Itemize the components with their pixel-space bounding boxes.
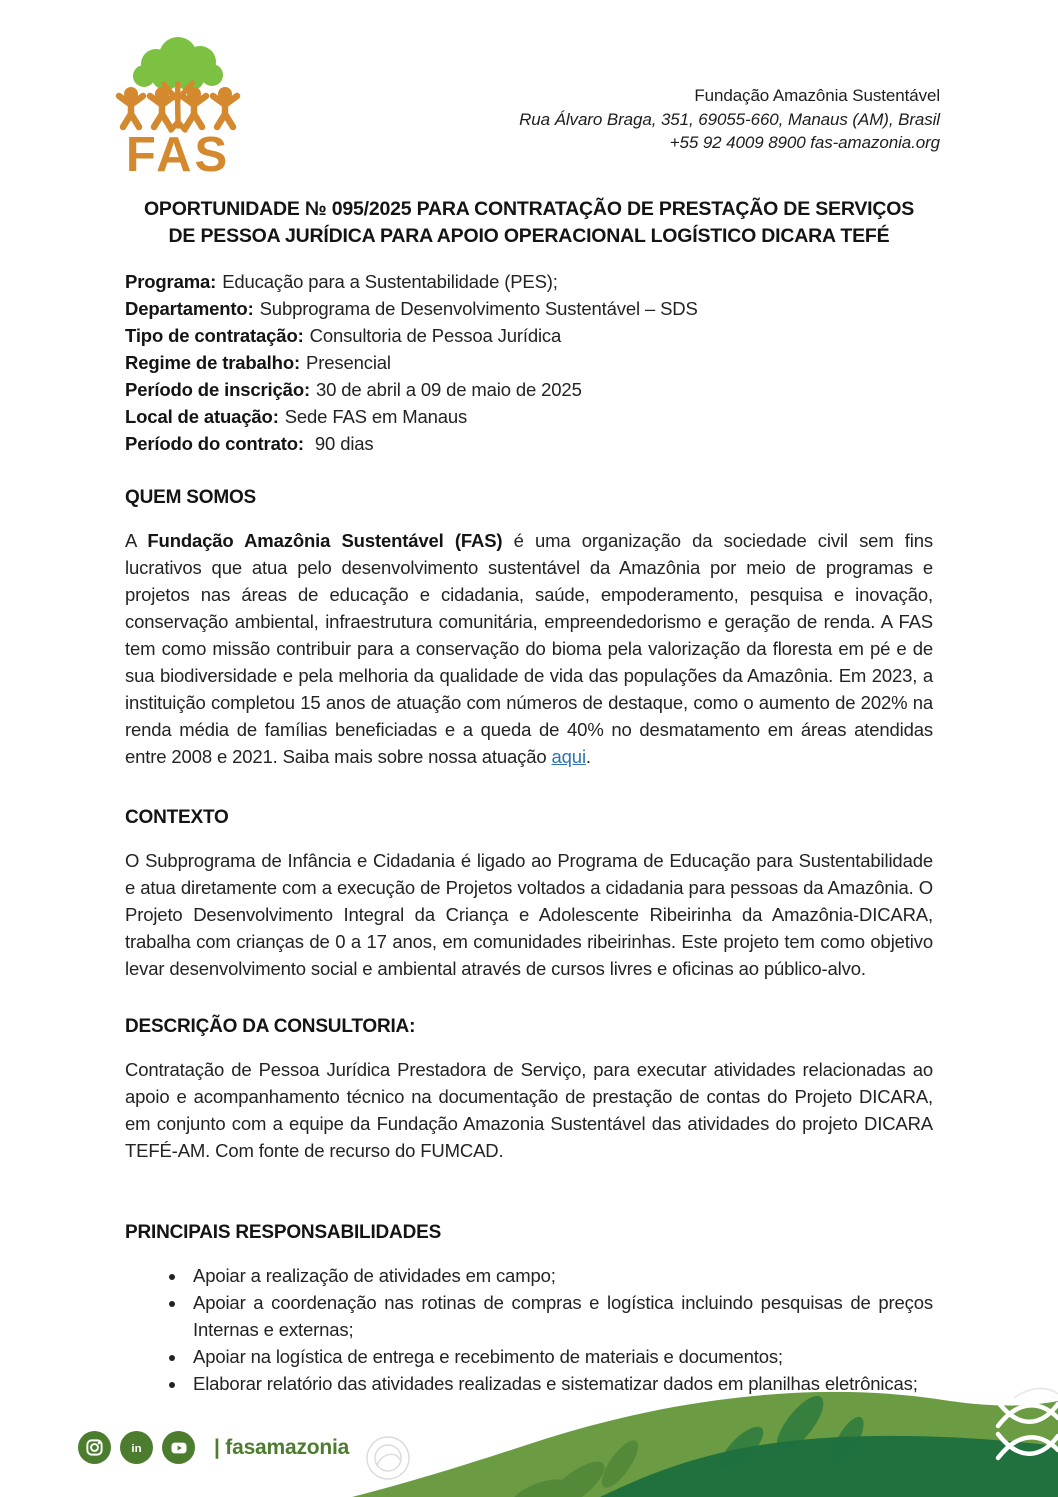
fas-logo [108, 30, 248, 176]
section-heading: QUEM SOMOS [125, 487, 257, 508]
org-name: Fundação Amazônia Sustentável [694, 86, 940, 105]
info-label: Programa: [125, 271, 217, 292]
info-row-tipo-contratacao [125, 322, 935, 349]
list-item: • Apoiar a realização de atividades em campo; [187, 1262, 933, 1289]
contact-block [519, 84, 940, 155]
linkedin-glyph [127, 1438, 146, 1457]
info-label: Regime de trabalho: [125, 352, 300, 373]
info-value: Educação para a Sustentabilidade (PES); [222, 271, 558, 292]
instagram-icon[interactable] [78, 1431, 111, 1464]
info-label: Tipo de contratação: [125, 325, 304, 346]
info-row-programa [125, 268, 935, 295]
info-row-regime-trabalho [125, 349, 935, 376]
info-value: 30 de abril a 09 de maio de 2025 [316, 379, 582, 400]
info-list [125, 268, 935, 457]
document-body [125, 487, 933, 1431]
info-row-periodo-contrato [125, 430, 935, 457]
info-value: Sede FAS em Manaus [284, 406, 468, 427]
section-paragraph: Contratação de Pessoa Jurídica Prestadora de Serviço, para executar atividades relacionadas ao apoio e acompanhamento técnico na documentação de prestação de contas do Projeto DICARA, em conjunto com a equipe da Fundação Amazonia Sustentável das atividades do projeto DICARA TEFÉ-AM. Com fonte de recurso do FUMCAD. [125, 1059, 933, 1161]
section-paragraph [125, 527, 933, 770]
paragraph-text: é uma organização da sociedade civil sem fins lucrativos que atua pelo desenvolvimento sustentável da Amazônia por meio de programas e projetos nas áreas de educação e cidadania, saúde, empoderamento, pesquisa e inovação, conservação ambiental, infraestrutura comunitária, empreendedorismo e geração de renda. A FAS tem como missão contribuir para a conservação do bioma pela valorização da floresta em pé e de sua biodiversidade e pela melhoria da qualidade de vida das populações da Amazônia. Em 2023, a instituição completou 15 anos de atuação com números de destaque, como o aumento de 202% na renda média de famílias beneficiadas e a queda de 40% no desmatamento em áreas atendidas entre 2008 e 2021. Saiba mais sobre nossa atuação [125, 530, 933, 767]
paragraph-suffix: . [585, 746, 591, 767]
info-label: Local de atuação: [125, 406, 279, 427]
info-row-departamento [125, 295, 935, 322]
org-phone-site: +55 92 4009 8900 fas-amazonia.org [669, 133, 940, 152]
info-label: Período do contrato: [125, 433, 304, 454]
info-value: Presencial [306, 352, 391, 373]
info-label: Período de inscrição: [125, 379, 310, 400]
instagram-glyph [85, 1438, 104, 1457]
section-responsabilidades [125, 1222, 933, 1397]
youtube-glyph [169, 1438, 189, 1458]
youtube-icon[interactable] [162, 1431, 195, 1464]
list-item: • Apoiar a coordenação nas rotinas de compras e logística incluindo pesquisas de preços Internas e externas; [187, 1289, 933, 1343]
social-links [78, 1431, 349, 1464]
document-title: OPORTUNIDADE № 095/2025 PARA CONTRATAÇÃO DE PRESTAÇÃO DE SERVIÇOS DE PESSOA JURÍDICA PARA APOIO OPERACIONAL LOGÍSTICO DICARA TEFÉ [143, 198, 915, 247]
info-row-periodo-inscricao [125, 376, 935, 403]
section-descricao [125, 1016, 933, 1164]
info-value: 90 dias [314, 433, 374, 454]
info-label: Departamento: [125, 298, 254, 319]
org-address: Rua Álvaro Braga, 351, 69055-660, Manaus (AM), Brasil [519, 109, 940, 129]
social-handle[interactable]: | fasamazonia [214, 1435, 350, 1459]
info-row-local-atuacao [125, 403, 935, 430]
fas-logo-graphic [108, 30, 248, 176]
section-quem-somos [125, 487, 933, 770]
document-header [0, 28, 1058, 178]
section-contexto [125, 807, 933, 982]
section-heading: PRINCIPAIS RESPONSABILIDADES [125, 1222, 442, 1243]
aqui-link[interactable]: aqui [551, 746, 586, 767]
info-value: Consultoria de Pessoa Jurídica [309, 325, 562, 346]
org-name-bold: Fundação Amazônia Sustentável (FAS) [147, 530, 503, 551]
intro-prefix: A [125, 530, 148, 551]
section-heading: CONTEXTO [125, 807, 229, 828]
fas-logo-text: FAS [125, 128, 231, 176]
footer [0, 1382, 1058, 1497]
responsibilities-list [125, 1262, 933, 1397]
list-item: • Apoiar na logística de entrega e recebimento de materiais e documentos; [187, 1343, 933, 1370]
linkedin-icon[interactable] [120, 1431, 153, 1464]
section-heading: DESCRIÇÃO DA CONSULTORIA: [125, 1016, 416, 1037]
section-paragraph: O Subprograma de Infância e Cidadania é ligado ao Programa de Educação para Sustentabilidade e atua diretamente com a execução de Projetos voltados a cidadania para pessoas da Amazônia. O Projeto Desenvolvimento Integral da Criança e Adolescente Ribeirinha da Amazônia-DICARA, trabalha com crianças de 0 a 17 anos, em comunidades ribeirinhas. Este projeto tem como objetivo levar desenvolvimento social e ambiental através de cursos livres e oficinas ao público-alvo. [125, 850, 933, 979]
info-value: Subprograma de Desenvolvimento Sustentável – SDS [259, 298, 698, 319]
list-item: • Elaborar relatório das atividades realizadas e sistematizar dados em planilhas eletrônicas; [187, 1370, 933, 1397]
svg-text:in: in [131, 1442, 142, 1455]
